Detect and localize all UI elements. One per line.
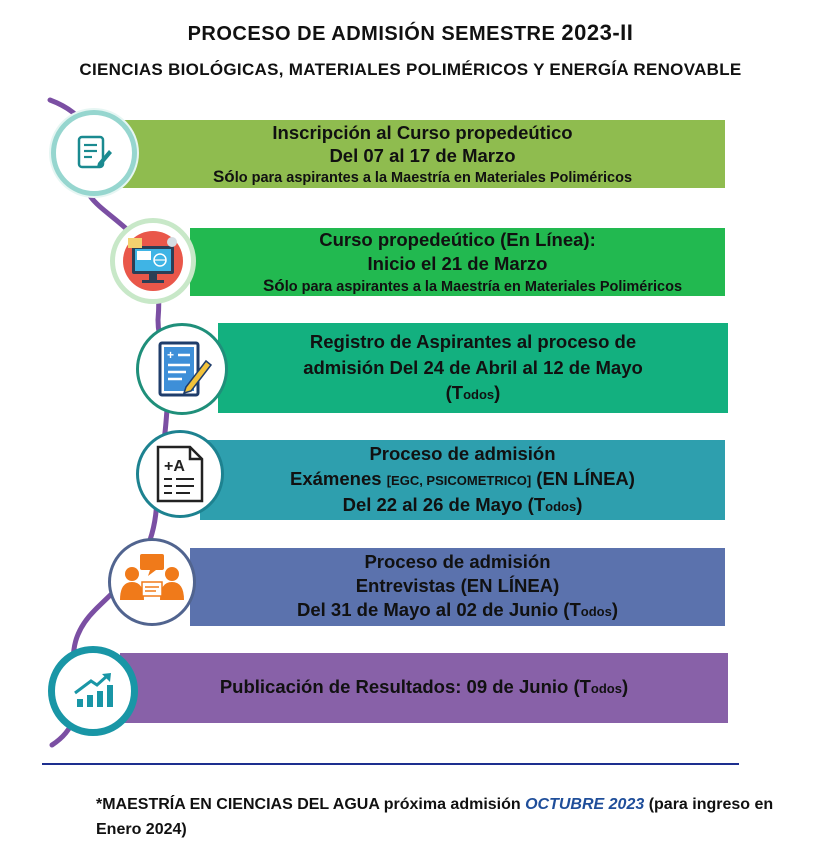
- step-4-icon-badge: [136, 430, 224, 518]
- page-title-text: PROCESO DE ADMISIÓN SEMESTRE: [187, 23, 556, 45]
- step-5-date: [190, 598, 725, 624]
- step-4-date: [200, 493, 725, 519]
- footnote-highlight: OCTUBRE 2023: [525, 796, 645, 813]
- step-6-results-a: Publicación de Resultados: 09 de Junio (T: [219, 676, 591, 697]
- step-5-interviews: Entrevistas (EN LÍNEA): [355, 575, 560, 596]
- svg-text:+: +: [167, 348, 175, 362]
- step-1-note-rest: lo para aspirantes a la Maestría en Materiales Poliméricos: [234, 169, 633, 186]
- step-2-icon-badge: [110, 218, 196, 304]
- exam-paper-icon: [152, 443, 208, 505]
- step-6-icon-badge: [48, 646, 138, 736]
- step-band-3: [218, 323, 728, 413]
- registration-form-icon: [150, 337, 214, 401]
- step-1-note-lead: Só: [212, 166, 235, 186]
- growth-chart-icon: [71, 671, 115, 711]
- step-band-6: [120, 653, 728, 723]
- step-3-audience-small: odos: [463, 387, 495, 402]
- step-band-5: [190, 548, 725, 626]
- step-3-audience-close: ): [494, 382, 501, 403]
- step-1-title: Inscripción al Curso propedeútico: [272, 121, 573, 143]
- step-2-note: [220, 277, 725, 296]
- step-2-title: Curso propedeútico (En Línea):: [319, 228, 596, 250]
- step-4-date-a: Del 22 al 26 de Mayo (T: [342, 493, 546, 515]
- page-subtitle: CIENCIAS BIOLÓGICAS, MATERIALES POLIMÉRICOS Y ENERGÍA RENOVABLE: [79, 60, 742, 79]
- step-3-icon-badge: [136, 323, 228, 415]
- footnote: [96, 792, 796, 842]
- step-6-results-small: odos: [590, 681, 622, 696]
- step-band-2: [190, 228, 725, 296]
- step-4-exams-b: (EN LÍNEA): [531, 467, 635, 489]
- step-5-icon-badge: [108, 538, 196, 626]
- step-4-date-small: odos: [545, 498, 577, 514]
- step-1-date: Del 07 al 17 de Marzo: [329, 144, 516, 166]
- step-5-date-small: odos: [580, 604, 612, 619]
- step-2-note-rest: lo para aspirantes a la Maestría en Materiales Poliméricos: [284, 278, 683, 295]
- step-5-date-close: ): [611, 599, 618, 620]
- step-band-1: [120, 120, 725, 188]
- step-4-exams-small: [EGC, PSICOMETRICO]: [386, 472, 532, 488]
- step-3-audience: [218, 381, 728, 407]
- step-2-date: Inicio el 21 de Marzo: [367, 252, 548, 274]
- step-3-title: Registro de Aspirantes al proceso de: [309, 331, 637, 352]
- divider-line: [42, 763, 739, 765]
- step-5-title: Proceso de admisión: [364, 551, 551, 572]
- footnote-part1: *MAESTRÍA EN CIENCIAS DEL AGUA próxima admisión: [96, 796, 526, 813]
- step-2-note-lead: Só: [262, 275, 285, 295]
- step-4-title: Proceso de admisión: [369, 442, 556, 464]
- step-band-4: [200, 440, 725, 520]
- step-4-date-close: ): [576, 493, 583, 515]
- interview-people-icon: [120, 552, 184, 612]
- step-6-results-close: ): [621, 676, 629, 697]
- step-1-icon-badge: [51, 110, 137, 196]
- step-1-note: [120, 168, 725, 187]
- step-3-audience-open: (T: [445, 382, 464, 403]
- document-pencil-icon: [74, 133, 114, 173]
- footnote-part2: (para ingreso en Enero 2024): [96, 796, 774, 838]
- step-3-date: admisión Del 24 de Abril al 12 de Mayo: [303, 357, 643, 378]
- online-classroom-icon: [122, 230, 184, 292]
- step-5-date-a: Del 31 de Mayo al 02 de Junio (T: [297, 599, 581, 620]
- page-title-year: 2023-II: [561, 20, 634, 45]
- svg-text:+A: +A: [164, 458, 185, 475]
- step-4-exams: [200, 466, 725, 493]
- step-4-exams-a: Exámenes: [290, 467, 387, 489]
- step-6-results: [120, 672, 728, 704]
